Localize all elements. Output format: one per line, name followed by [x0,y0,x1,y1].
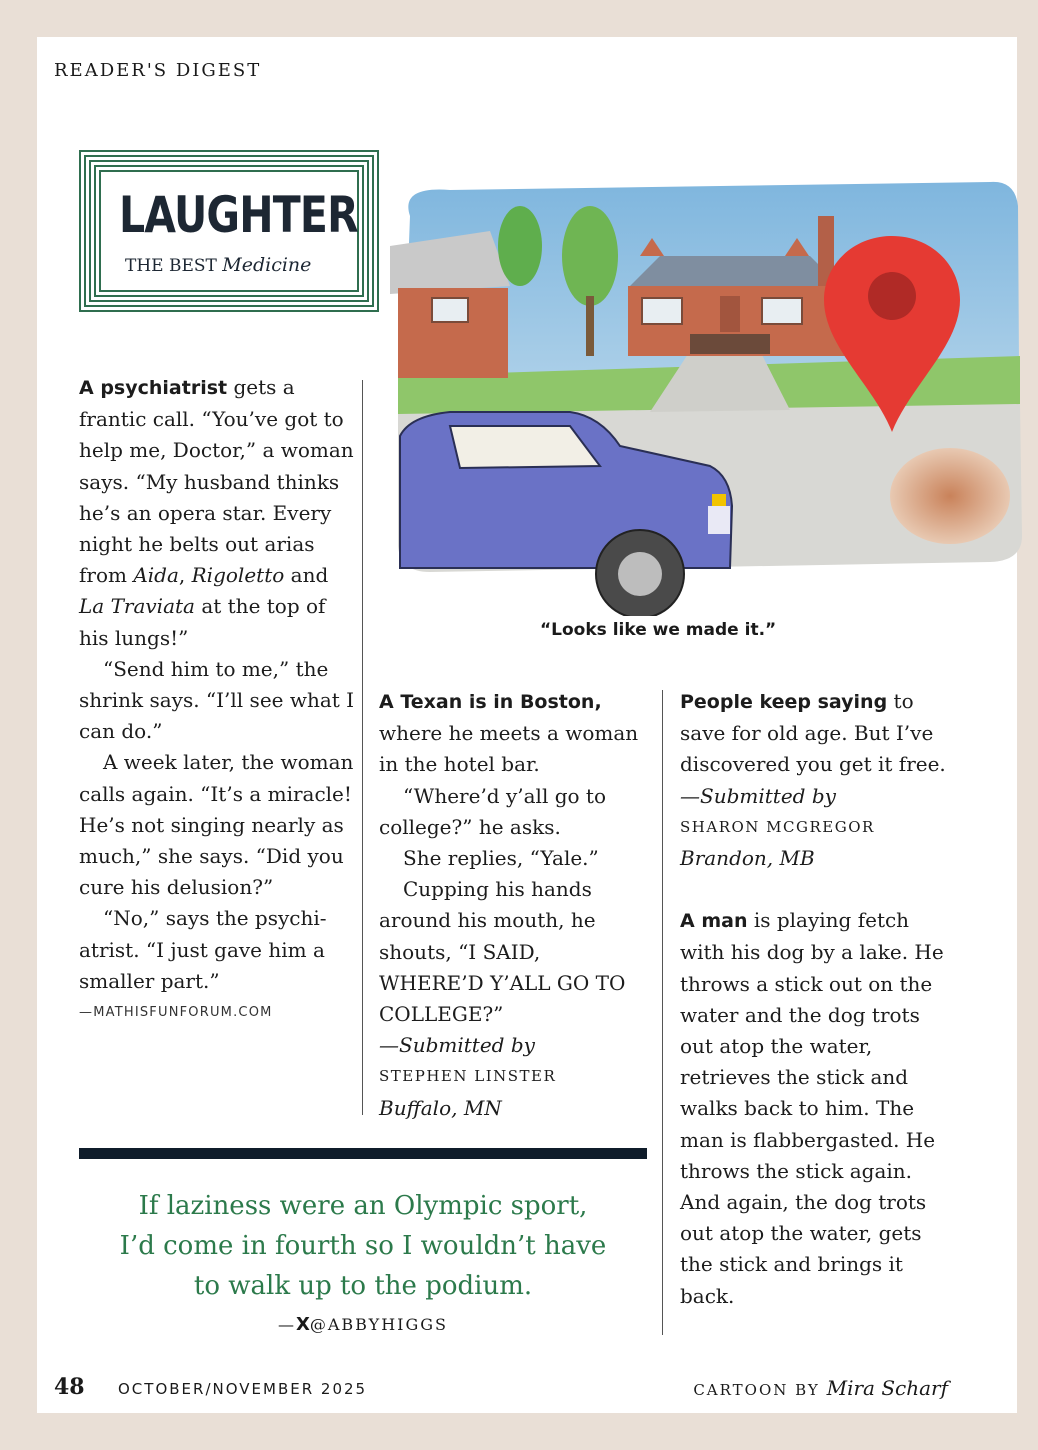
logo-subtitle [125,254,311,276]
opera-rigoletto: Rigoletto [191,563,285,588]
logo-title: LAUGHTER [119,186,358,244]
joke1-p1c: at the top of his lungs!” [79,594,326,650]
opera-la-traviata: La Traviata [79,594,195,619]
tree-1 [498,206,542,286]
joke1-lead: A psychiatrist [79,377,228,399]
issue-date: OCTOBER/NOVEMBER 2025 [118,1380,368,1398]
joke4-lead: A man [680,910,748,933]
joke-psychiatrist [79,372,359,1028]
column-divider-1 [362,380,363,1115]
section-logo [79,150,379,312]
joke2-lead: A Texan is in Boston, [379,691,602,713]
tree-2 [562,206,618,306]
left-house [390,231,510,378]
joke2-paragraph-1 [379,686,649,781]
joke1-sep1: , [178,563,192,588]
quote-dash: — [277,1315,296,1334]
masthead: READER'S DIGEST [54,60,262,81]
quote-rule [79,1148,647,1159]
logo-sub-italic: Medicine [222,254,312,276]
credit-name: Mira Scharf [826,1376,948,1400]
credit-label: CARTOON BY [693,1381,820,1399]
spacer [680,874,950,905]
opera-aida: Aida [133,563,179,588]
pull-quote [79,1186,647,1306]
cartoon-credit [693,1376,948,1400]
joke3-paragraph-1 [680,686,950,781]
joke1-source: —MATHISFUNFORUM.COM [79,1005,273,1021]
cartoon-illustration [390,176,1030,616]
joke2-place: Buffalo, MN [379,1095,502,1120]
joke2-paragraph-2: “Where’d y’all go to college?” he asks. [379,783,606,839]
cartoon-caption: “Looks like we made it.” [540,620,777,640]
joke1-paragraph-1 [79,372,359,654]
joke1-p1a: gets a frantic call. “You’ve got to help me, Doctor,” a woman says. “My husband thinks he’s an opera star. Every night he belts out arias from [79,375,354,588]
joke2-p1: where he meets a woman in the hotel bar. [379,721,639,777]
joke2-submitted: —Submitted by [379,1033,535,1058]
quote-line-2: I’d come in fourth so I wouldn’t have [119,1231,607,1261]
quote-handle: @ABBYHIGGS [309,1315,449,1334]
joke3-place: Brandon, MB [680,846,815,871]
joke3-submitted: —Submitted by [680,783,836,808]
joke-old-age [680,686,950,1312]
joke1-paragraph-3: A week later, the woman calls again. “It’s a miracle! He’s not singing nearly as much,” she says. “Did you cure his delusion?” [79,750,354,900]
joke2-name: STEPHEN LINSTER [379,1067,557,1086]
joke3-name: SHARON MCGREGOR [680,817,875,836]
joke4-paragraph-1 [680,905,950,1312]
joke1-paragraph-4: “No,” says the psychiatrist. “I just gave him a smaller part.” [79,906,327,993]
page-number: 48 [54,1374,85,1400]
tree-2-trunk [586,296,594,356]
quote-line-3: to walk up to the podium. [193,1271,533,1301]
quote-line-1: If laziness were an Olympic sport, [138,1191,588,1221]
joke1-p1b: and [284,563,329,588]
joke3-lead: People keep saying [680,691,888,713]
joke4-p1: is playing fetch with his dog by a lake. He throws a stick out on the water and the dog trots out atop the water, retrieves the stick and walks back to him. The man is flabbergasted. He throws the stick again. And again, the dog trots out atop the water, gets the stick and brings it back. [680,908,944,1308]
pin-glow [890,448,1010,544]
joke-texan [379,686,649,1124]
column-divider-2 [662,690,663,1335]
joke3-p1: to save for old age. But I’ve discovered you get it free. [680,689,946,777]
joke1-paragraph-2: “Send him to me,” the shrink says. “I’ll see what I can do.” [79,656,355,744]
quote-attribution [79,1314,647,1335]
logo-sub-plain: THE BEST [125,256,217,276]
joke2-paragraph-3: She replies, “Yale.” [403,846,599,871]
x-logo-icon: X [295,1314,310,1335]
joke2-paragraph-4: Cupping his hands around his mouth, he shouts, “I SAID, WHERE’D Y’ALL GO TO COLLEGE?” [379,877,626,1027]
